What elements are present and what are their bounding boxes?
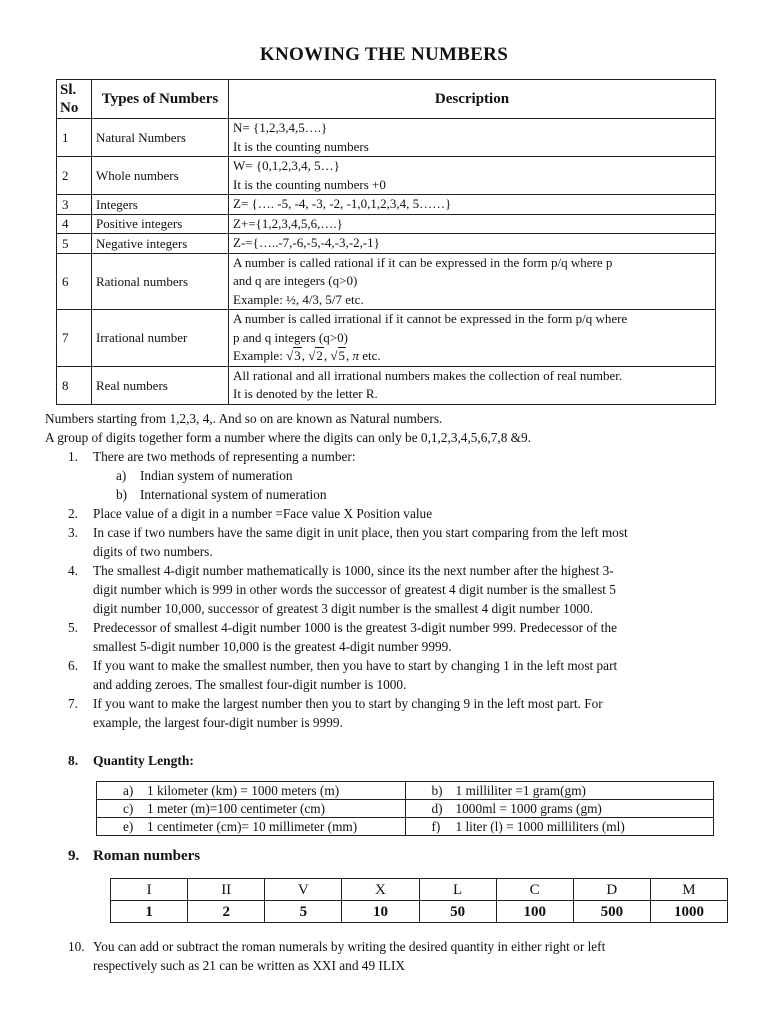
roman-symbol: V — [265, 879, 342, 901]
roman-symbol: D — [573, 879, 650, 901]
row-sl: 6 — [57, 253, 92, 310]
row-description: Z-={…..-7,-6,-5,-4,-3,-2,-1} — [229, 234, 716, 254]
header-description: Description — [229, 80, 716, 119]
sqrt-3: √3 — [286, 348, 301, 363]
table-row — [57, 195, 716, 215]
row-type: Natural Numbers — [92, 119, 229, 157]
roman-value: 1000 — [650, 901, 727, 923]
row-sl: 3 — [57, 195, 92, 215]
row-description: All rational and all irrational numbers makes the collection of real number. It is denoted by the letter R. — [229, 366, 716, 404]
row-sl: 8 — [57, 366, 92, 404]
roman-value: 2 — [188, 901, 265, 923]
qty-cell: b) 1 milliliter =1 gram(gm) — [405, 782, 714, 800]
quantity-length-table — [96, 781, 714, 836]
row-sl: 7 — [57, 310, 92, 367]
roman-symbol: I — [111, 879, 188, 901]
sqrt-5: √5 — [330, 348, 345, 363]
roman-symbol: II — [188, 879, 265, 901]
intro-line-1: Numbers starting from 1,2,3, 4,. And so on are known as Natural numbers. — [45, 411, 443, 426]
roman-symbol: X — [342, 879, 419, 901]
list-item: 4. The smallest 4-digit number mathematically is 1000, since its the next number after the highest 3- digit number which is 999 in other words the successor of greatest 4 digit number is the smallest 5 digit number 10,000, successor of greatest 3 digit number is the smallest 4 digit number 1000. — [68, 563, 616, 616]
roman-symbols-row — [111, 879, 728, 901]
quantity-length-heading: 8. Quantity Length: — [68, 753, 194, 768]
row-sl: 5 — [57, 234, 92, 254]
roman-value: 1 — [111, 901, 188, 923]
list-item: 2. Place value of a digit in a number =Face value X Position value — [68, 506, 433, 521]
number-types-table — [56, 79, 716, 405]
qty-cell: a) 1 kilometer (km) = 1000 meters (m) — [97, 782, 406, 800]
roman-value: 100 — [496, 901, 573, 923]
page-title: KNOWING THE NUMBERS — [259, 44, 509, 65]
row-type: Positive integers — [92, 214, 229, 234]
sqrt-2: √2 — [308, 348, 323, 363]
roman-value: 500 — [573, 901, 650, 923]
list-item: 6. If you want to make the smallest number, then you have to start by changing 1 in the left most part and adding zeroes. The smallest four-digit number is 1000. — [68, 658, 618, 692]
roman-symbol: C — [496, 879, 573, 901]
row-description: A number is called rational if it can be expressed in the form p/q where p and q are integers (q>0) Example: ½, 4/3, 5/7 etc. — [229, 253, 716, 310]
table-header-row — [57, 80, 716, 119]
header-sl-no: Sl. No — [57, 80, 92, 119]
sub-item: a) Indian system of numeration — [116, 468, 293, 483]
row-type: Whole numbers — [92, 157, 229, 195]
table-row — [97, 782, 714, 800]
header-types: Types of Numbers — [92, 80, 229, 119]
irrational-example: Example: √3, √2, √5, π etc. — [233, 347, 711, 366]
points-list — [68, 447, 718, 732]
point-10: 10. You can add or subtract the roman numerals by writing the desired quantity in either right or left respectively such as 21 can be written as XXI and 49 ILIX — [68, 939, 606, 973]
list-item: 1. There are two methods of representing a number: — [68, 449, 356, 464]
roman-values-row — [111, 901, 728, 923]
row-type: Rational numbers — [92, 253, 229, 310]
roman-symbol: L — [419, 879, 496, 901]
roman-value: 50 — [419, 901, 496, 923]
qty-cell: f) 1 liter (l) = 1000 milliliters (ml) — [405, 818, 714, 836]
qty-cell: d) 1000ml = 1000 grams (gm) — [405, 800, 714, 818]
table-row — [57, 234, 716, 254]
roman-numbers-heading: 9. Roman numbers — [68, 848, 201, 864]
pi-symbol: π — [352, 348, 360, 363]
row-description: Z= {…. -5, -4, -3, -2, -1,0,1,2,3,4, 5……} — [229, 195, 716, 215]
row-type: Irrational number — [92, 310, 229, 367]
row-sl: 2 — [57, 157, 92, 195]
row-sl: 4 — [57, 214, 92, 234]
list-item: 3. In case if two numbers have the same digit in unit place, then you start comparing from the left most digits of two numbers. — [68, 525, 628, 559]
roman-numerals-table — [110, 878, 728, 923]
table-row — [57, 253, 716, 310]
sub-item: b) International system of numeration — [116, 487, 327, 502]
table-row — [57, 310, 716, 367]
row-description: A number is called irrational if it cannot be expressed in the form p/q where p and q integers (q>0) Example: √3, √2, √5, π etc. — [229, 310, 716, 367]
list-item: 5. Predecessor of smallest 4-digit number 1000 is the greatest 3-digit number 999. Predecessor of the smallest 5-digit number 10,000 is the greatest 4-digit number 9999. — [68, 620, 617, 654]
table-row — [57, 366, 716, 404]
table-row — [97, 800, 714, 818]
row-sl: 1 — [57, 119, 92, 157]
table-row — [57, 157, 716, 195]
list-item: 7. If you want to make the largest number then you to start by changing 9 in the left most part. For example, the largest four-digit number is 9999. — [68, 696, 603, 730]
qty-cell: c) 1 meter (m)=100 centimeter (cm) — [97, 800, 406, 818]
table-row — [57, 214, 716, 234]
row-description: N= {1,2,3,4,5….} It is the counting numbers — [229, 119, 716, 157]
qty-cell: e) 1 centimeter (cm)= 10 millimeter (mm) — [97, 818, 406, 836]
roman-value: 5 — [265, 901, 342, 923]
row-type: Integers — [92, 195, 229, 215]
row-type: Real numbers — [92, 366, 229, 404]
roman-value: 10 — [342, 901, 419, 923]
table-row — [57, 119, 716, 157]
row-description: Z+={1,2,3,4,5,6,….} — [229, 214, 716, 234]
intro-line-2: A group of digits together form a number where the digits can only be 0,1,2,3,4,5,6,7,8 &9. — [45, 430, 531, 445]
table-row — [97, 818, 714, 836]
row-type: Negative integers — [92, 234, 229, 254]
row-description: W= {0,1,2,3,4, 5…} It is the counting numbers +0 — [229, 157, 716, 195]
roman-symbol: M — [650, 879, 727, 901]
